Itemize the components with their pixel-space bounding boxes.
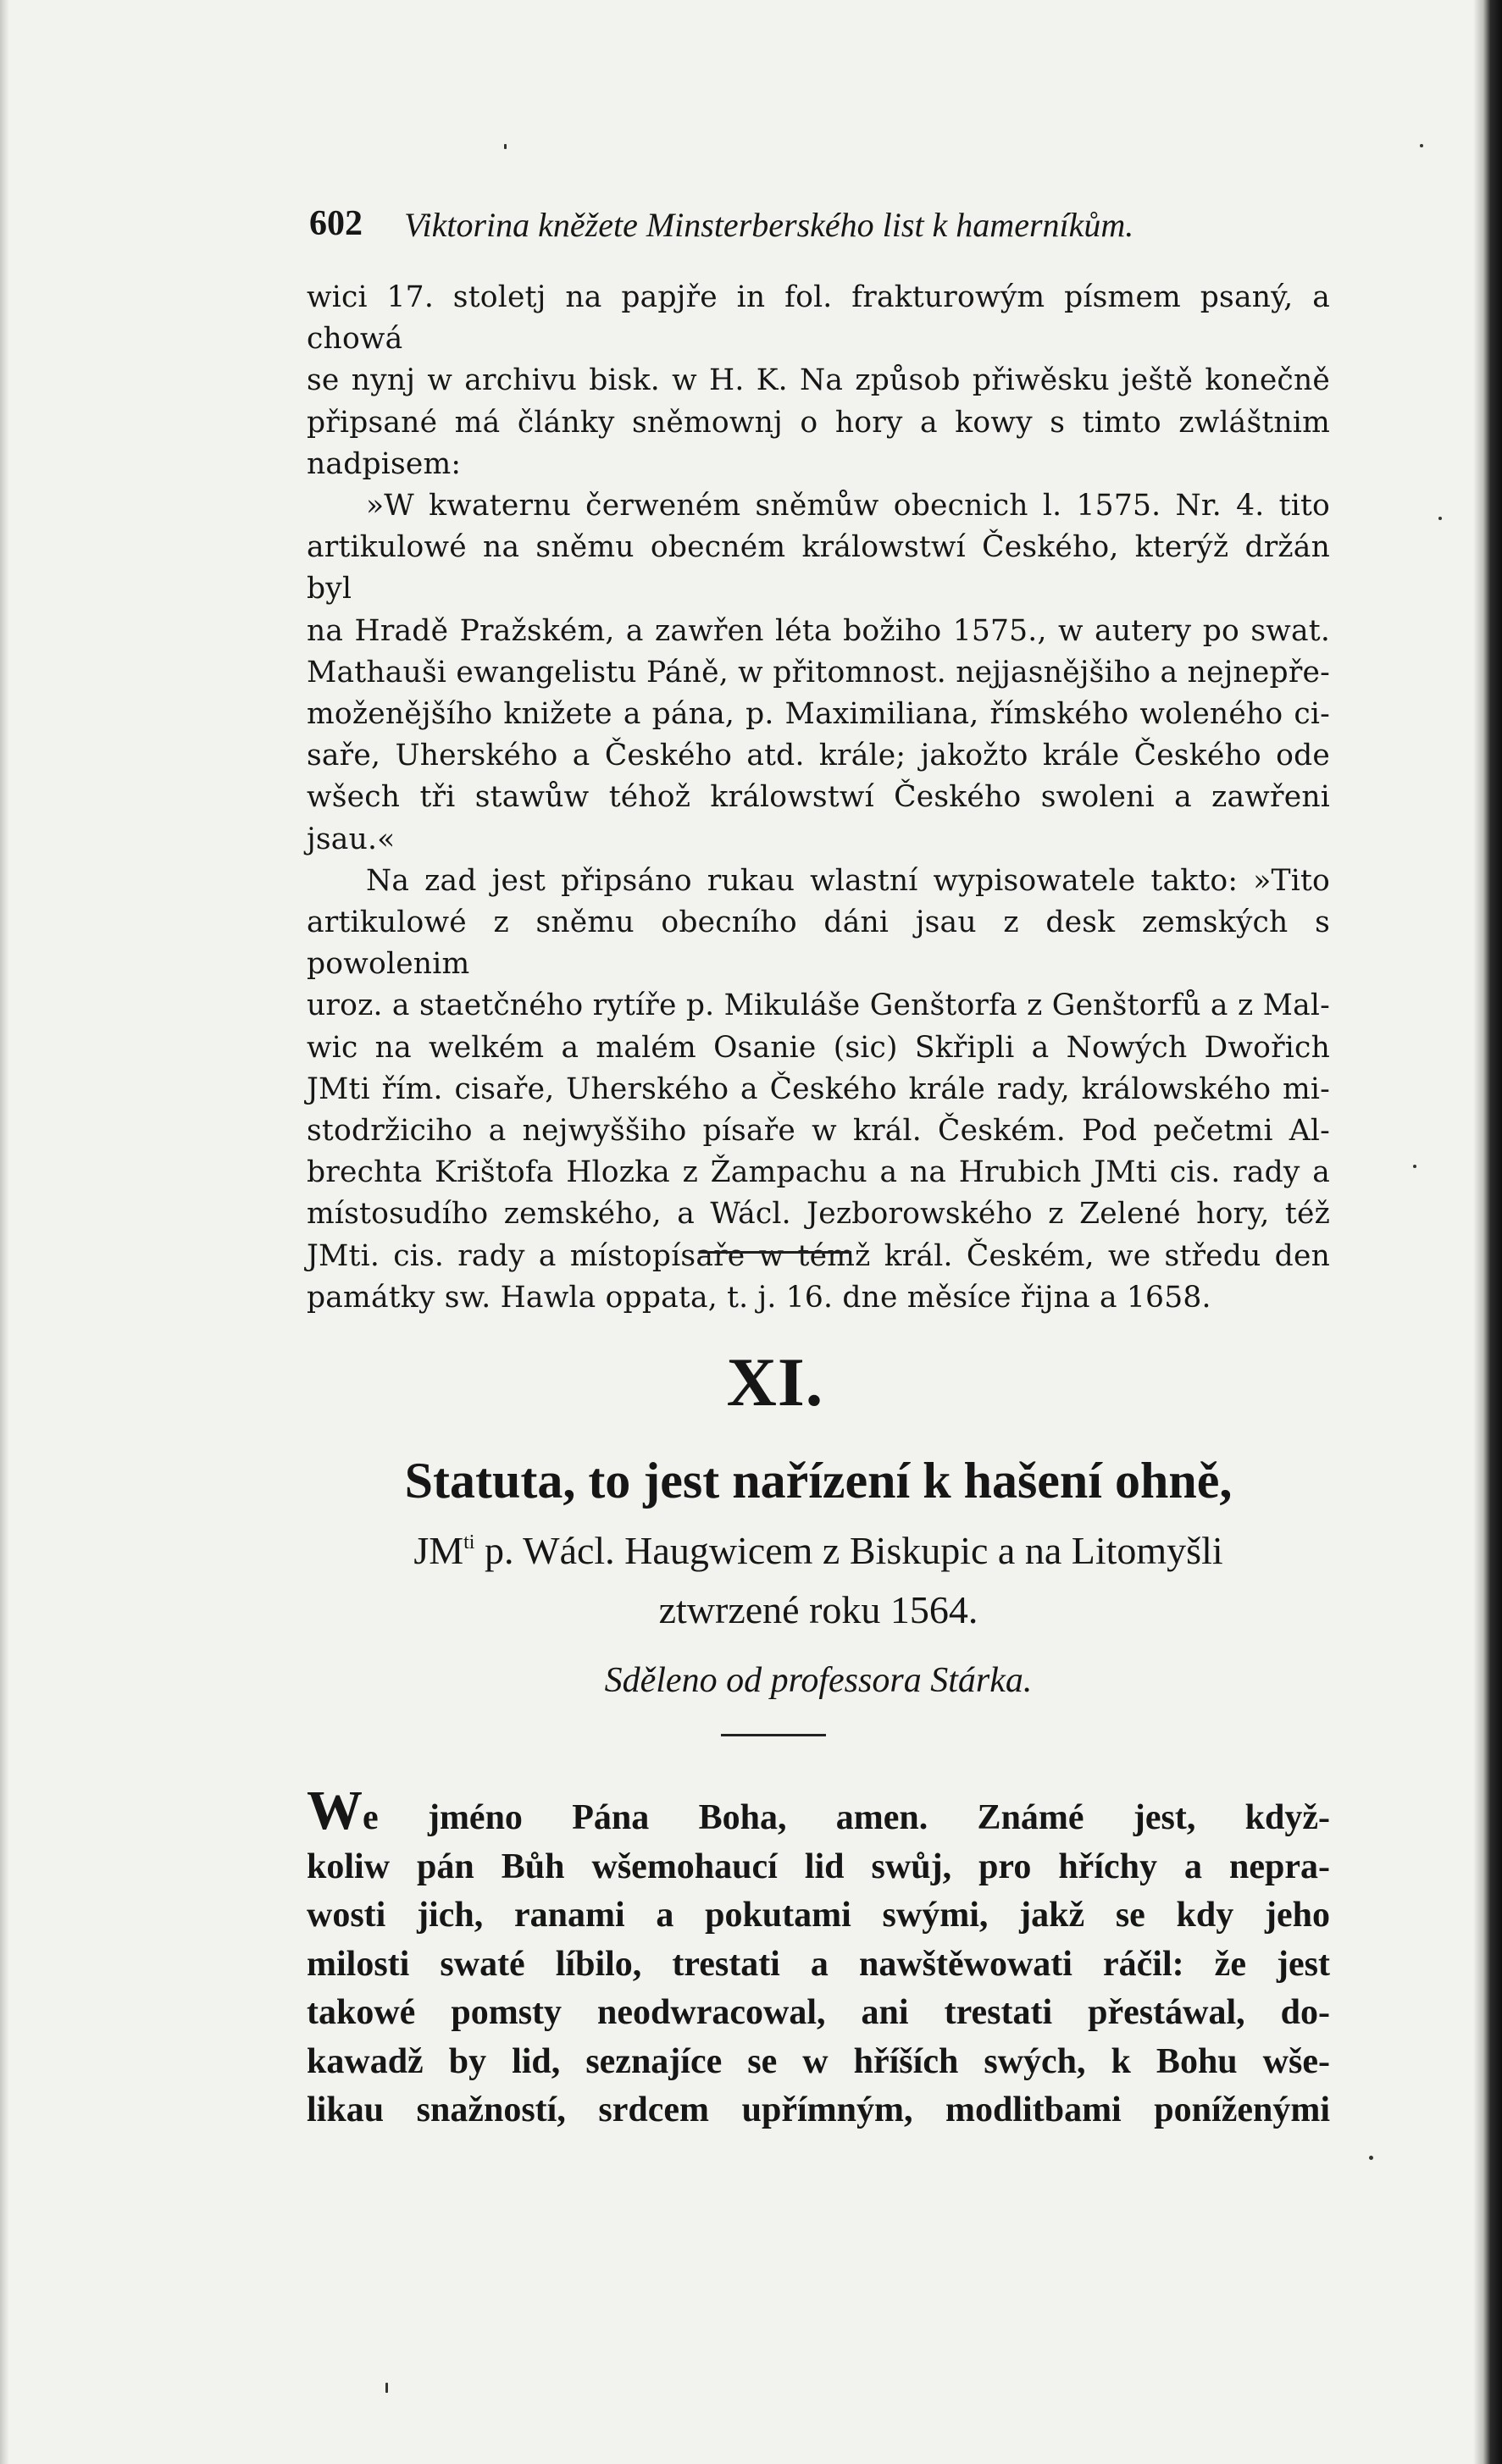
body-line: milosti swaté líbilo, trestati a nawštěwowati ráčil: že jest xyxy=(307,1944,1330,1984)
title-line-2 xyxy=(307,1513,1330,1581)
scan-speck xyxy=(1413,1165,1416,1168)
separator-rule-short xyxy=(721,1734,826,1736)
text-line: »W kwaternu čerweném sněmůw obecnich l. 1575. Nr. 4. tito xyxy=(366,489,1330,523)
running-title: Viktorina kněžete Minsterberského list k hamerníkům. xyxy=(404,206,1134,244)
text-line: místosudího zemského, a Wácl. Jezborowského z Zelené hory, též xyxy=(307,1197,1330,1232)
scan-speck xyxy=(385,2383,388,2393)
body-line: takowé pomsty neodwracowal, ani trestati přestáwal, do- xyxy=(307,1993,1330,2032)
text-line: Na zad jest připsáno rukau wlastní wypisowatele takto: »Tito xyxy=(366,863,1330,898)
section-subtitle: Sděleno od professora Stárka. xyxy=(604,1661,1033,1700)
body-line: koliw pán Bůh wšemohaucí lid swůj, pro hříchy a nepra- xyxy=(307,1847,1330,1886)
section-title xyxy=(307,1448,1330,1640)
upper-text-block xyxy=(307,277,1330,1319)
page-left-edge-shadow xyxy=(0,0,8,2464)
separator-rule xyxy=(699,1251,851,1254)
text-line: wic na welkém a malém Osanie (sic) Skřipli a Nowých Dwořich xyxy=(307,1030,1330,1065)
drop-capital: W xyxy=(307,1780,363,1841)
title-line-1: Statuta, to jest nařízení k hašení ohně, xyxy=(404,1453,1233,1509)
scan-speck xyxy=(504,144,507,149)
body-line: wosti jich, ranami a pokutami swými, jakž se kdy jeho xyxy=(307,1896,1330,1935)
text-line: saře, Uherského a Českého atd. krále; jakožto krále Českého ode xyxy=(307,739,1330,773)
scan-speck xyxy=(1420,144,1423,147)
text-line: wšech tři stawůw téhož králowstwí Českého swoleni a zawřeni jsau.« xyxy=(307,780,1330,856)
text-line: artikulowé z sněmu obecního dáni jsau z desk zemských s powolenim xyxy=(307,905,1330,982)
first-line-text: e jméno Pána Boha, amen. Známé jest, když- xyxy=(363,1798,1330,1837)
title-line-3: ztwrzené roku 1564. xyxy=(658,1588,978,1631)
section-number: XI. xyxy=(726,1343,824,1420)
title-jm-superscript: ti xyxy=(463,1531,475,1553)
text-line: brechta Krištofa Hlozka z Žampachu a na Hrubich JMti cis. rady a xyxy=(307,1155,1330,1190)
text-line: JMti. cis. rady a místopísaře w témž král. Českém, we středu den xyxy=(307,1238,1330,1273)
text-line: wici 17. stoletj na papjře in fol. frakturowým písmem psaný, a chowá xyxy=(307,280,1330,357)
text-line: se nynj w archivu bisk. w H. K. Na způsob přiwěsku ještě konečně xyxy=(307,363,1330,398)
text-line: památky sw. Hawla oppata, t. j. 16. dne měsíce řijna a 1658. xyxy=(307,1280,1211,1315)
scan-speck xyxy=(1438,517,1442,520)
text-line: JMti řím. cisaře, Uherského a Českého krále rady, králowského mi- xyxy=(307,1071,1330,1106)
page-right-edge-shadow xyxy=(1473,0,1502,2464)
scan-speck xyxy=(1369,2156,1373,2160)
text-line: připsané má články sněmownj o hory a kowy s timto zwláštnim xyxy=(307,405,1330,440)
text-line: nadpisem: xyxy=(307,446,462,481)
text-line: artikulowé na sněmu obecném králowstwí Českého, kterýž držán byl xyxy=(307,530,1330,606)
body-line: kawadž by lid, seznajíce se w hříších swých, k Bohu wše- xyxy=(307,2041,1330,2081)
page-header xyxy=(309,203,1207,254)
text-line: na Hradě Pražském, a zawřen léta božiho 1575., w autery po swat. xyxy=(307,613,1330,648)
text-line: Mathauši ewangelistu Páně, w přitomnost. nejjasnějšiho a nejnepře- xyxy=(307,655,1330,689)
text-line: stodržiciho a nejwyššiho písaře w král. Českém. Pod pečetmi Al- xyxy=(307,1114,1330,1149)
body-text-block xyxy=(307,1780,1330,2135)
text-line: uroz. a staetčného rytíře p. Mikuláše Genštorfa z Genštorfů a z Mal- xyxy=(307,988,1330,1023)
body-first-line xyxy=(307,1780,1330,1843)
title-line-2-rest: p. Wácl. Haugwicem z Biskupic a na Litomyšli xyxy=(474,1529,1223,1572)
text-line: moženějšího knižete a pána, p. Maximiliana, římského woleného ci- xyxy=(307,697,1330,732)
page-number: 602 xyxy=(309,204,363,243)
body-line: likau snažností, srdcem upřímným, modlitbami poníženými xyxy=(307,2090,1330,2129)
title-jm: JM xyxy=(413,1529,464,1572)
